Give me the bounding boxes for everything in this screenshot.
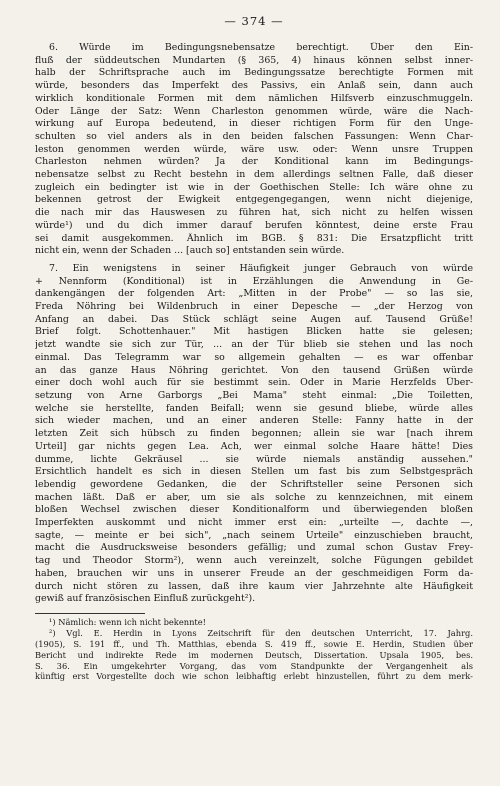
text-line: würde, besonders das Imperfekt des Passivs, ein Anlaß sein, dann auch (35, 80, 473, 92)
text-line: fluß der süddeutschen Mundarten (§ 365, 4) hinaus können selbst inner- (35, 54, 473, 66)
text-line: wirkung auf Europa bedeutend, in dieser richtigen Form für den Unge- (35, 118, 473, 130)
text-line: an das ganze Haus Nöhring gerichtet. Von den tausend Grüßen würde (35, 364, 473, 376)
text-line: macht die Ausdrucksweise besonders gefällig; und zumal schon Gustav Frey- (35, 542, 473, 554)
text-line: tag und Theodor Storm²), wenn auch vereinzelt, solche Fügungen gebildet (35, 555, 473, 567)
text-line: setzung von Arne Garborgs „Bei Mama" steht einmal: „Die Toiletten, (35, 389, 473, 401)
text-line: haben, brauchen wir uns in unserer Freude an der geschmeidigen Form da- (35, 567, 473, 579)
footnote-rule (35, 613, 145, 614)
text-line: Oder Länge der Satz: Wenn Charleston genommen würde, wäre die Nach- (35, 105, 473, 117)
footnote-line: ¹) Nämlich: wenn ich nicht bekennte! (49, 616, 207, 627)
footnote-line: (1905), S. 191 ff., und Th. Matthias, ebenda S. 419 ff., sowie E. Herdin, Studien über (35, 638, 473, 649)
footnote-2 (35, 628, 473, 683)
text-line: sei damit ausgekommen. Ähnlich im BGB. § 831: Die Ersatzpflicht tritt (35, 232, 473, 244)
text-line: leston genommen werden würde, wäre usw. oder: Wenn unsre Truppen (35, 143, 473, 155)
text-line: durch nicht stören zu lassen, daß ihre kaum vier Jahrzehnte alte Häufigkeit (35, 580, 473, 592)
text-line: gewiß auf französischen Einfluß zurückgeht²). (35, 593, 256, 605)
text-line: + Nennform (Konditional) ist in Erzählungen die Anwendung in Ge- (35, 275, 473, 287)
text-line: bekennen getrost der Ewigkeit entgegengegangen, wenn nicht diejenige, (35, 194, 473, 206)
text-line: die nach mir das Hauswesen zu führen hat, sich nicht zu helfen wissen (35, 207, 473, 219)
text-line: nicht ein, wenn der Schaden ... [auch so] entstanden sein würde. (35, 245, 345, 257)
text-line: sich wieder machen, und an einer anderen Stelle: Fanny hatte in der (35, 415, 473, 427)
text-line: halb der Schriftsprache auch im Bedingungssatze berechtigte Formen mit (35, 67, 473, 79)
text-line: würde¹) und du dich immer darauf berufen könntest, deine erste Frau (35, 219, 473, 231)
body-text (35, 42, 473, 606)
text-line: einer doch wohl auch für sie bestimmt sein. Oder in Marie Herzfelds Über- (35, 377, 473, 389)
text-line: 7. Ein wenigstens in seiner Häufigkeit junger Gebrauch von würde (49, 262, 473, 274)
text-line: machen läßt. Daß er aber, um sie als solche zu kennzeichnen, mit einem (35, 491, 473, 503)
page-number: — 374 — (224, 14, 284, 28)
footnote-1 (35, 617, 473, 628)
text-line: jetzt wandte sie sich zur Tür, ... an der Tür blieb sie stehen und las noch (35, 339, 473, 351)
text-line: Brief folgt. Schottenhauer." Mit hastigen Blicken hatte sie gelesen; (35, 326, 473, 338)
footnote-line: ²) Vgl. E. Herdin in Lyons Zeitschrift für den deutschen Unterricht, 17. Jahrg. (49, 627, 473, 638)
text-line: 6. Würde im Bedingungsnebensatze berechtigt. Über den Ein- (49, 42, 473, 53)
text-line: bloßen Wechsel zwischen dieser Konditionalform und überwiegenden bloßen (35, 504, 473, 516)
text-line: letzten Zeit sich hübsch zu finden begonnen; allein sie war [nach ihrem (35, 428, 473, 440)
text-line: Freda Nöhring bei Wildenbruch in einer Depesche — „der Herzog von (35, 301, 473, 313)
text-line: Ersichtlich handelt es sich in diesen Stellen um fast bis zum Selbstgespräch (35, 466, 473, 478)
text-line: nebensatze selbst zu Recht bestehn in dem allerdings seltnen Falle, daß dieser (35, 169, 473, 181)
text-line: einmal. Das Telegramm war so allgemein gehalten — es war offenbar (35, 351, 473, 363)
text-line: zugleich ein bedingter ist wie in der Goethischen Stelle: Ich wäre ohne zu (35, 181, 473, 193)
footnote-line: künftig erst Vorgestellte doch wie schon leibhaftig erlebt hinzustellen, führt zu dem merk- (35, 671, 473, 682)
footnotes (35, 617, 473, 682)
text-line: sagte, — meinte er bei sich", „nach seinem Urteile" einzuschieben braucht, (35, 529, 473, 541)
footnote-line: S. 36. Ein umgekehrter Vorgang, das vom Standpunkte der Vergangenheit als (35, 660, 473, 671)
text-line: dumme, lichte Gekräusel ... sie würde niemals anständig aussehen." (35, 453, 473, 465)
paragraph-7 (35, 263, 473, 606)
text-line: Anfang an dabei. Das Stück schlägt seine Augen auf. Tausend Grüße! (35, 313, 473, 325)
text-line: lebendig gewordene Gedanken, die der Schriftsteller seine Personen sich (35, 478, 473, 490)
text-line: Urteil] gar nichts gegen Lea. Ach, wer einmal solche Haare hätte! Dies (35, 440, 473, 452)
text-line: Charleston nehmen würden? Ja der Konditional kann im Bedingungs- (35, 156, 473, 168)
text-line: Imperfekten auskommt und nicht immer erst ein: „urteilte —, dachte —, (35, 517, 473, 529)
text-line: welche sie herstellte, fanden Beifall; wenn sie gesund bliebe, würde alles (35, 402, 473, 414)
paragraph-6 (35, 42, 473, 258)
footnote-line: Bericht und indirekte Rede im modernen Deutsch, Dissertation. Upsala 1905, bes. (35, 649, 473, 660)
text-line: wirklich konditionale Formen mit dem nämlichen Hilfsverb einzuschmuggeln. (35, 92, 473, 104)
text-line: dankengängen der folgenden Art: „Mitten in der Probe" — so las sie, (35, 288, 473, 300)
text-line: schulten so viel anders als in den beiden falschen Fassungen: Wenn Char- (35, 130, 473, 142)
